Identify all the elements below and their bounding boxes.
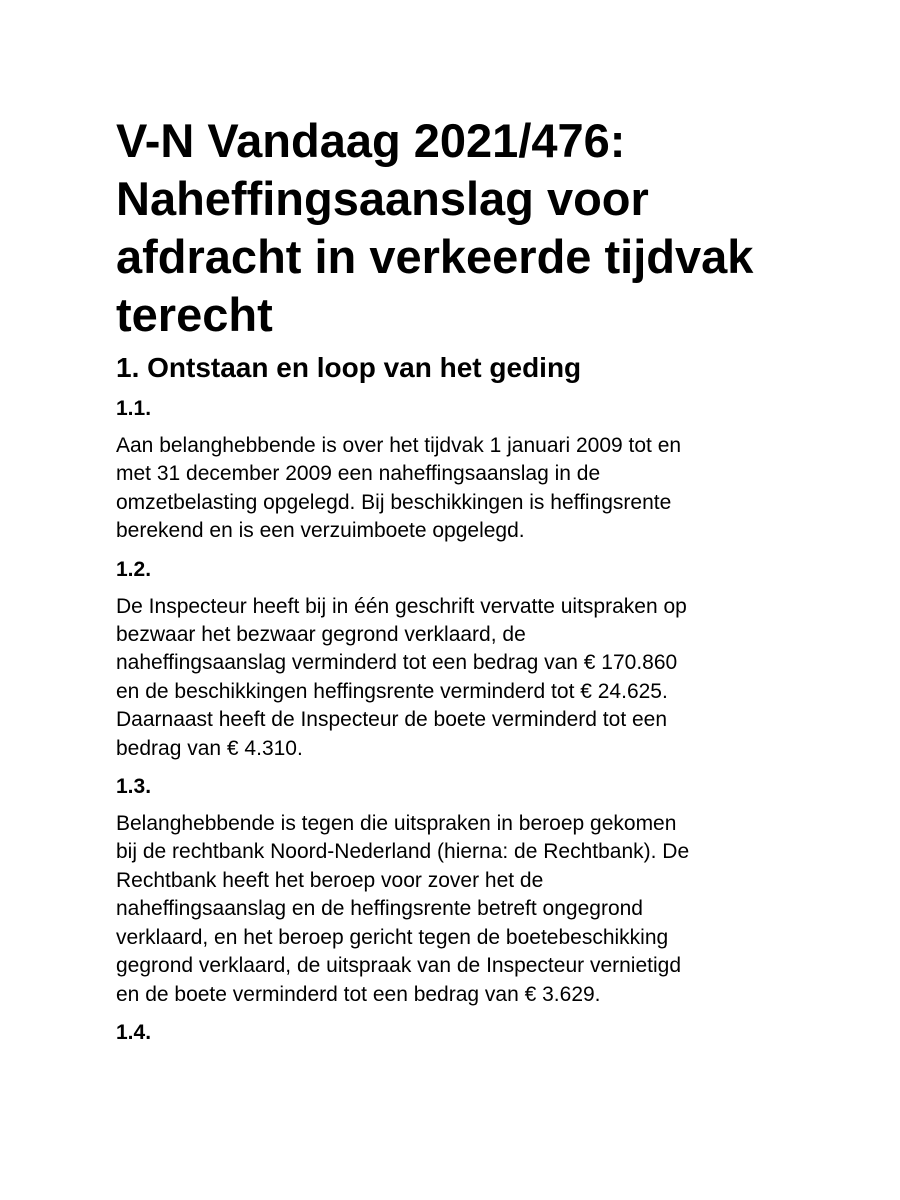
- paragraph-number: 1.3.: [116, 775, 152, 799]
- paragraph-1-1: [116, 395, 796, 546]
- paragraph-1-4: [116, 1019, 796, 1047]
- document-page: [116, 112, 796, 1047]
- document-title: V-N Vandaag 2021/476: Naheffingsaanslag voor afdracht in verkeerde tijdvak terecht: [116, 114, 754, 341]
- paragraph-number: 1.1.: [116, 397, 152, 420]
- paragraph-text: Aan belanghebbende is over het tijdvak 1 januari 2009 tot en met 31 december 2009 een naheffingsaanslag in de omzetbelasting opgelegd. Bij beschikkingen is heffingsrente berekend en is een verzuimboete opgelegd.: [116, 434, 682, 543]
- paragraph-number: 1.4.: [116, 1020, 152, 1044]
- paragraph-1-2: [116, 556, 796, 763]
- section-heading: 1. Ontstaan en loop van het geding: [116, 352, 582, 383]
- paragraph-text: Belanghebbende is tegen die uitspraken in beroep gekomen bij de rechtbank Noord-Nederland (hierna: de Rechtbank). De Rechtbank heeft het beroep voor zover het de naheffingsaanslag en de heffingsrente betreft ongegrond verklaard, en het beroep gericht tegen de boetebeschikking gegrond verklaard, de uitspraak van de Inspecteur vernietigd en de boete verminderd tot een bedrag van € 3.629.: [116, 812, 690, 1006]
- paragraph-number: 1.2.: [116, 557, 152, 581]
- paragraph-text: De Inspecteur heeft bij in één geschrift vervatte uitspraken op bezwaar het bezwaar gegrond verklaard, de naheffingsaanslag verminderd tot een bedrag van € 170.860 en de beschikkingen heffingsrente verminderd tot € 24.625. Daarnaast heeft de Inspecteur de boete verminderd tot een bedrag van € 4.310.: [116, 594, 687, 760]
- paragraph-1-3: [116, 773, 796, 1009]
